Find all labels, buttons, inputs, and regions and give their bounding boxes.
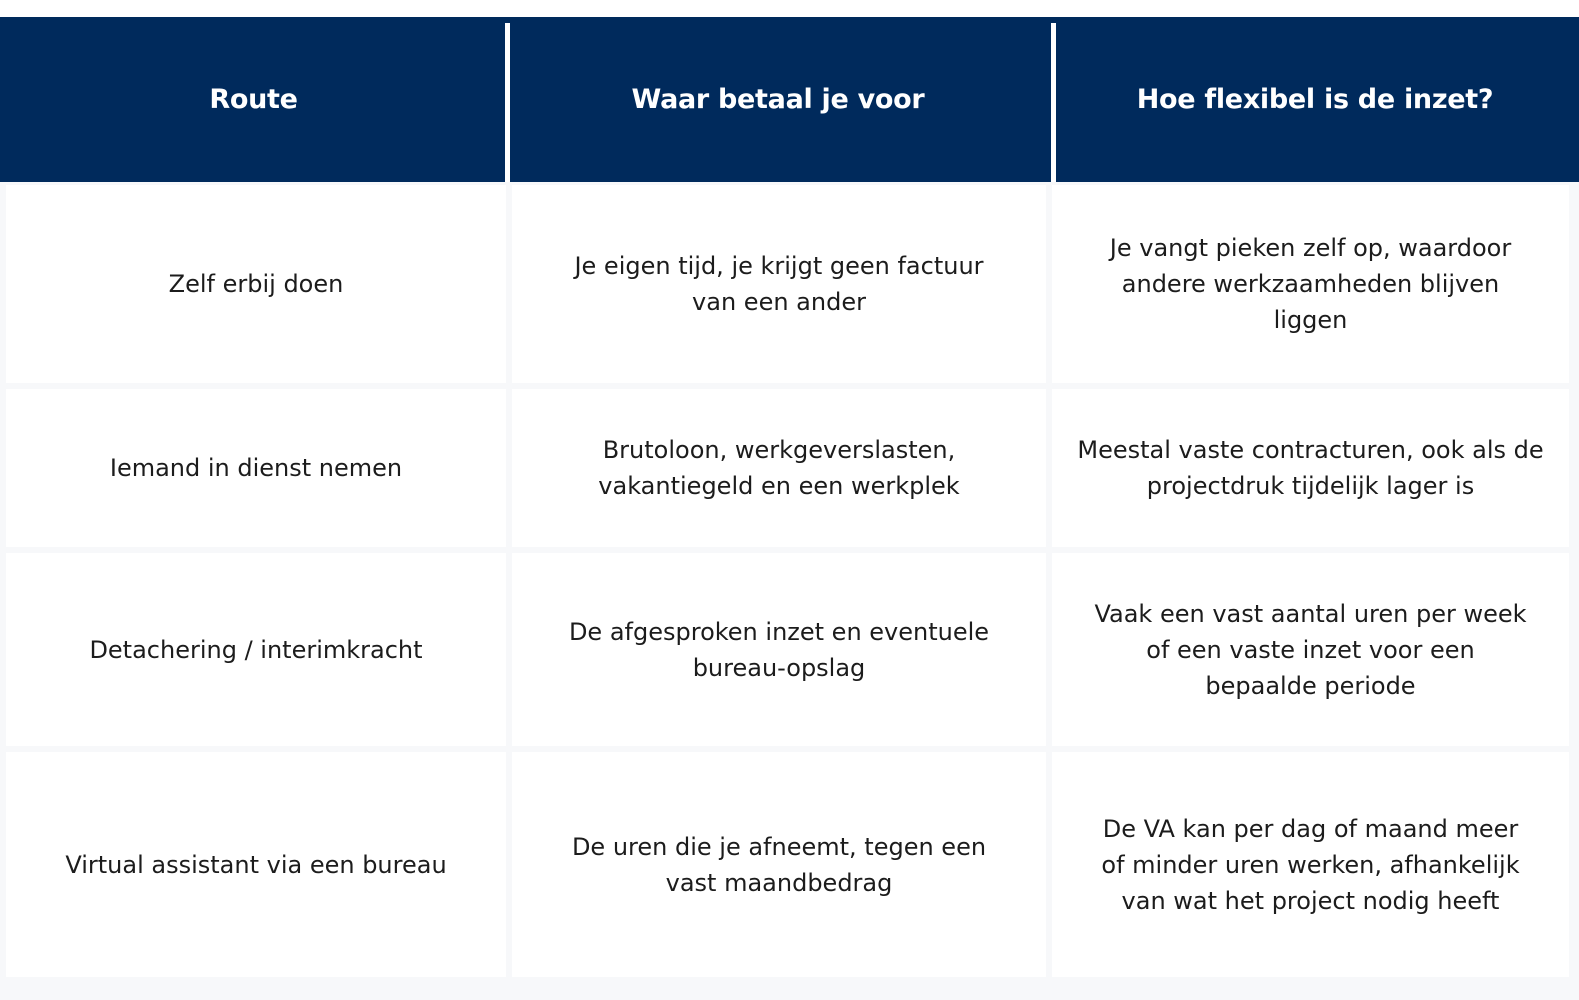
table-cell-route [6,185,506,383]
header-payment: Waar betaal je voor [631,84,925,115]
table-cell-payment [512,752,1046,977]
cell-text: Je eigen tijd, je krijgt geen factuur van een ander [574,252,984,316]
table-cell-flexibility [1052,389,1569,547]
table-cell-route [6,553,506,746]
cell-text: Detachering / interimkracht [89,635,423,664]
cell-text: Je vangt pieken zelf op, waardoor andere werkzaamheden blijven liggen [1109,234,1512,334]
table-cell-flexibility [1052,553,1569,746]
table-cell-payment [512,553,1046,746]
comparison-table [0,17,1579,1000]
cell-text: De VA kan per dag of maand meer of minder uren werken, afhankelijk van wat het project nodig heeft [1101,814,1520,915]
table-cell-flexibility [1052,185,1569,383]
table-header-row [0,17,1579,182]
cell-text: De afgesproken inzet en eventuele bureau-opslag [568,617,990,682]
cell-text: Vaak een vast aantal uren per week of een vaste inzet voor een bepaalde periode [1094,599,1527,700]
table-cell-payment [512,389,1046,547]
cell-text: Zelf erbij doen [168,270,344,298]
cell-text: De uren die je afneemt, tegen een vast maandbedrag [571,832,987,897]
header-flexibility: Hoe flexibel is de inzet? [1136,84,1494,115]
cell-text: Virtual assistant via een bureau [65,850,447,879]
table-cell-route [6,389,506,547]
header-route: Route [209,84,298,115]
table-cell-route [6,752,506,977]
cell-text: Brutoloon, werkgeverslasten, vakantiegeld en een werkplek [598,436,960,500]
cell-text: Meestal vaste contracturen, ook als de projectdruk tijdelijk lager is [1077,436,1544,500]
table-cell-payment [512,185,1046,383]
cell-text: Iemand in dienst nemen [109,454,403,482]
table-cell-flexibility [1052,752,1569,977]
